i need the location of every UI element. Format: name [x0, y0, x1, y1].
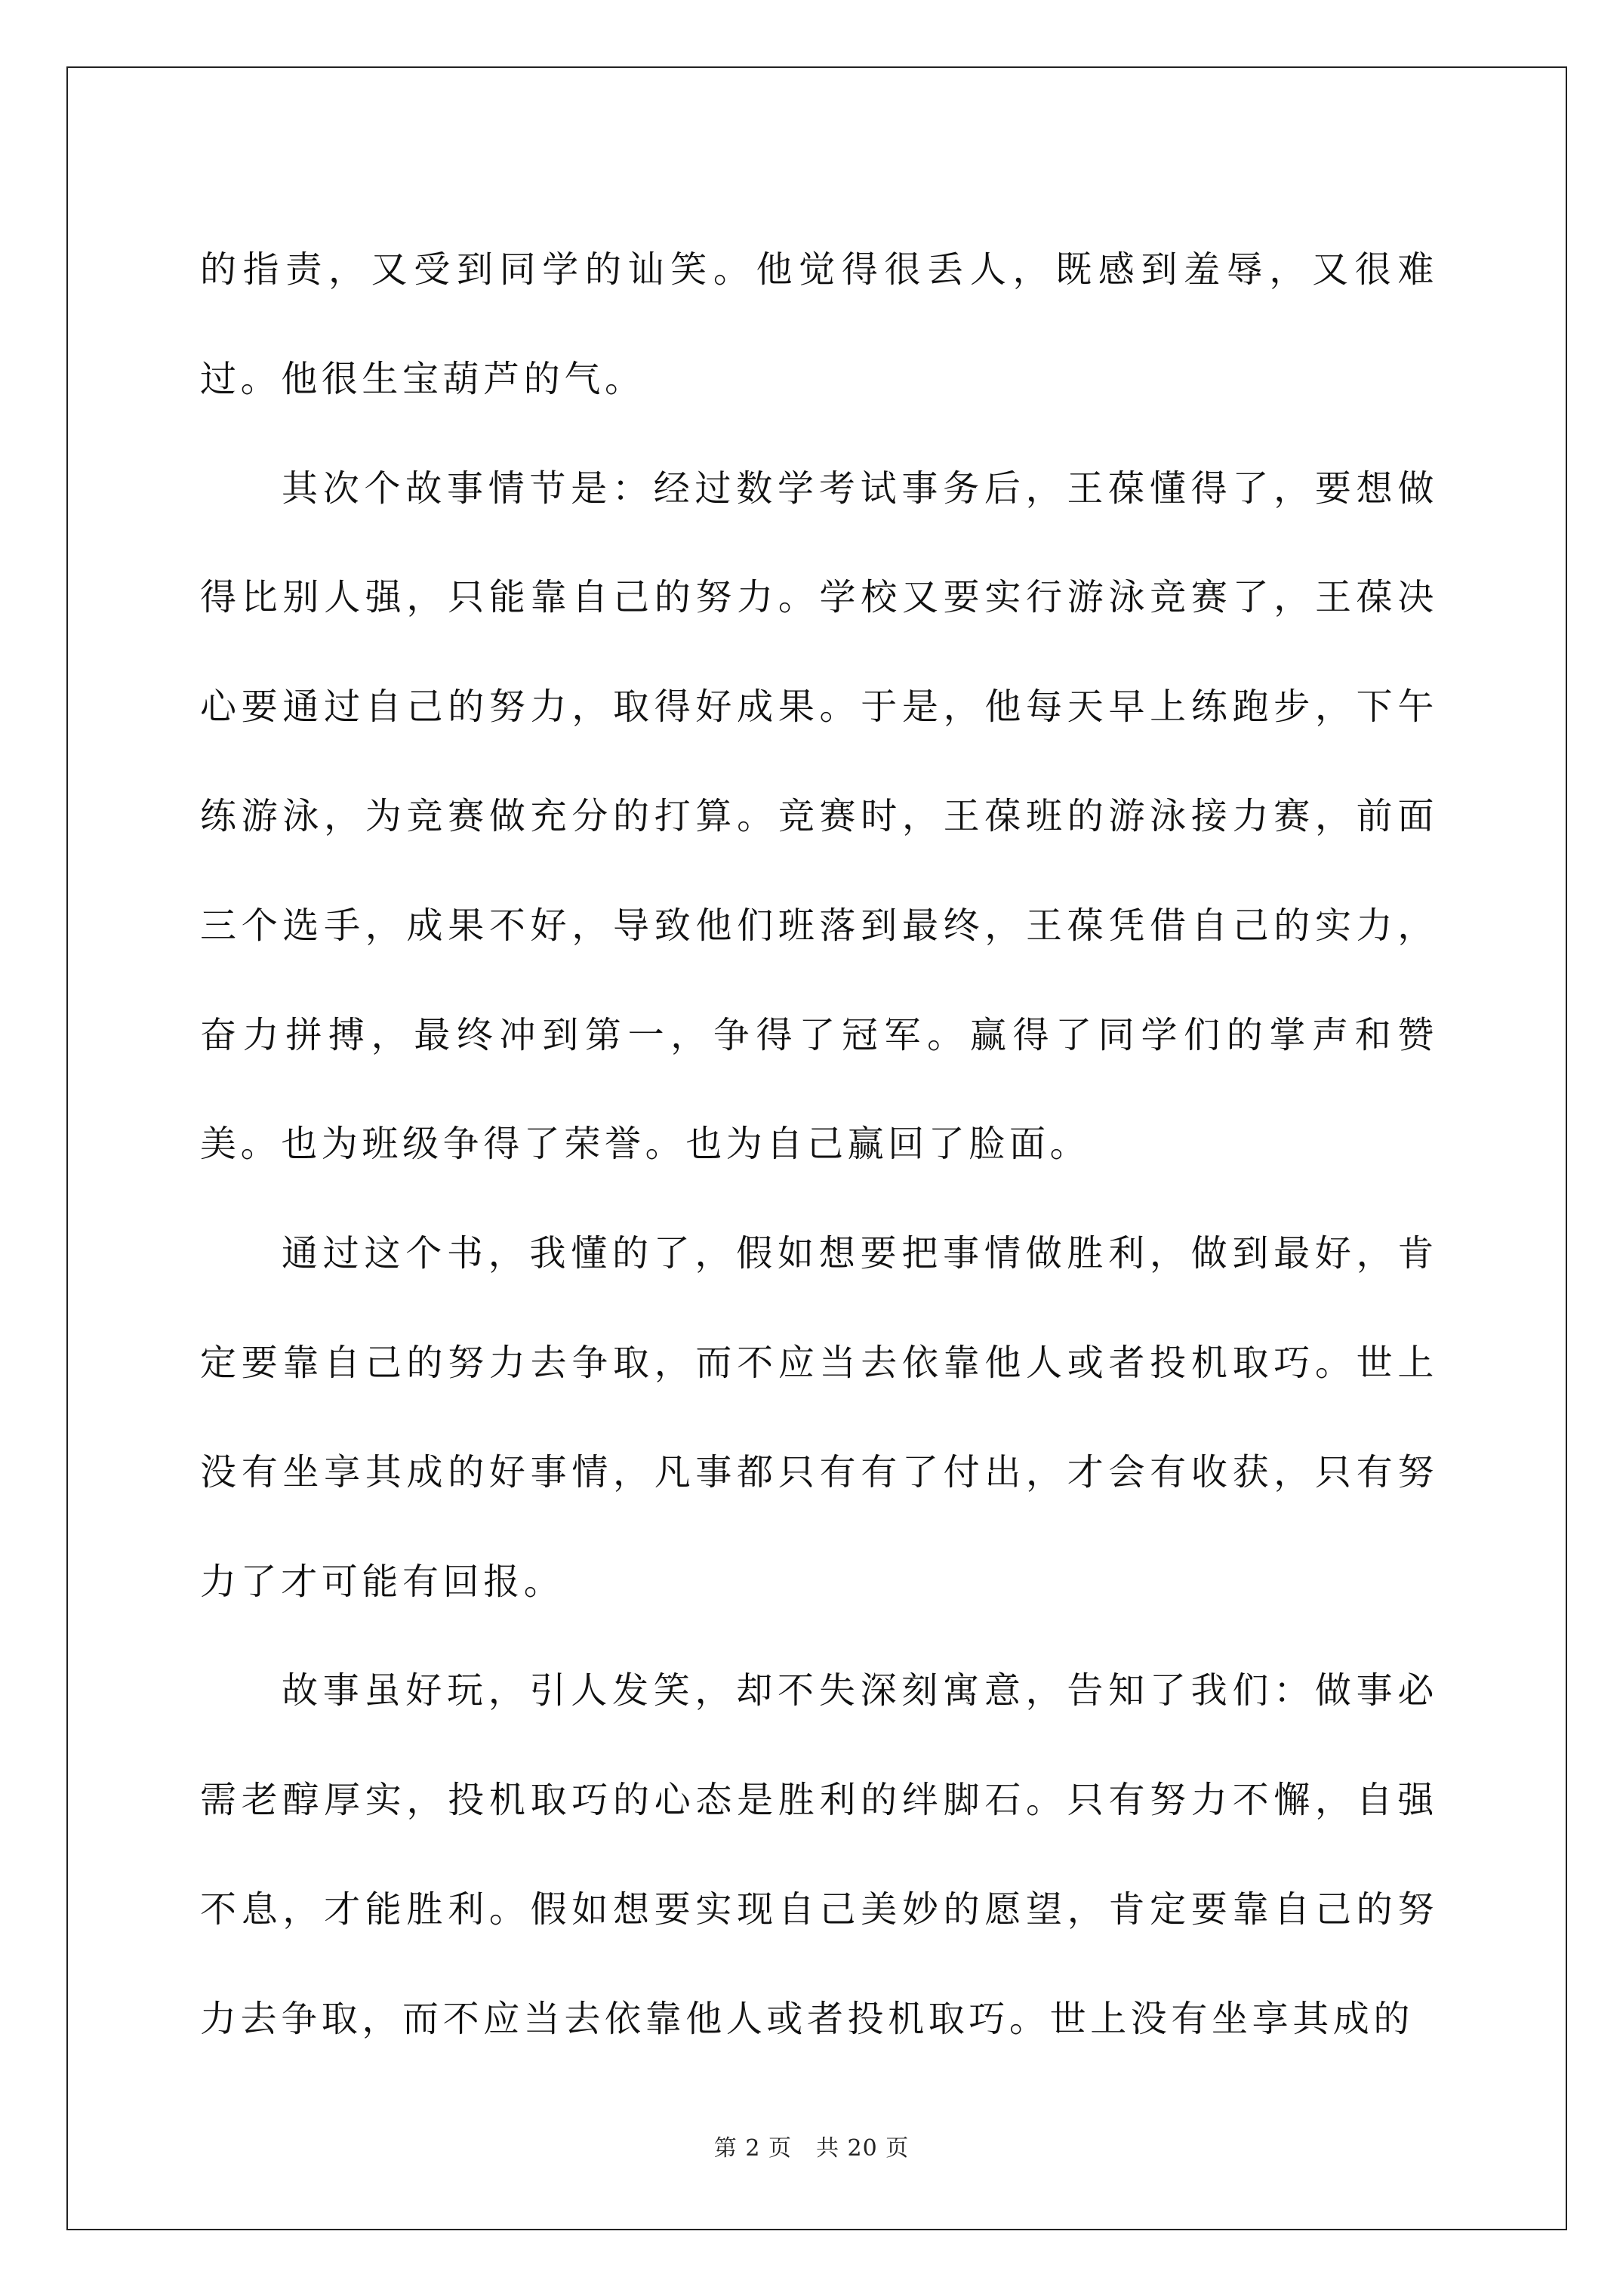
page-total: 共 20 页 [815, 2135, 910, 2162]
page-number: 第 2 页 [713, 2135, 792, 2162]
paragraph-3: 通过这个书，我懂的了，假如想要把事情做胜利，做到最好，肯定要靠自己的努力去争取，而不应当去依靠他人或者投机取巧。世上没有坐享其成的好事情，凡事都只有有了付出，才会有收获，只有努力了才可能有回报。 [200, 1232, 1438, 1603]
page-footer [0, 2134, 1623, 2164]
paragraph-2: 其次个故事情节是：经过数学考试事务后，王葆懂得了，要想做得比别人强，只能靠自己的努力。学校又要实行游泳竞赛了，王葆决心要通过自己的努力，取得好成果。于是，他每天早上练跑步，下午练游泳，为竞赛做充分的打算。竞赛时，王葆班的游泳接力赛，前面三个选手，成果不好，导致他们班落到最终，王葆凭借自己的实力，奋力拼搏，最终冲到第一，争得了冠军。赢得了同学们的掌声和赞美。也为班级争得了荣誉。也为自己赢回了脸面。 [200, 467, 1438, 1166]
paragraph-1: 的指责，又受到同学的讪笑。他觉得很丢人，既感到羞辱，又很难过。他很生宝葫芦的气。 [200, 248, 1438, 400]
document-body [200, 215, 1438, 2074]
paragraph-4: 故事虽好玩，引人发笑，却不失深刻寓意，告知了我们：做事必需老醇厚实，投机取巧的心态是胜利的绊脚石。只有努力不懈，自强不息，才能胜利。假如想要实现自己美妙的愿望，肯定要靠自己的努力去争取，而不应当去依靠他人或者投机取巧。世上没有坐享其成的 [200, 1669, 1438, 2040]
